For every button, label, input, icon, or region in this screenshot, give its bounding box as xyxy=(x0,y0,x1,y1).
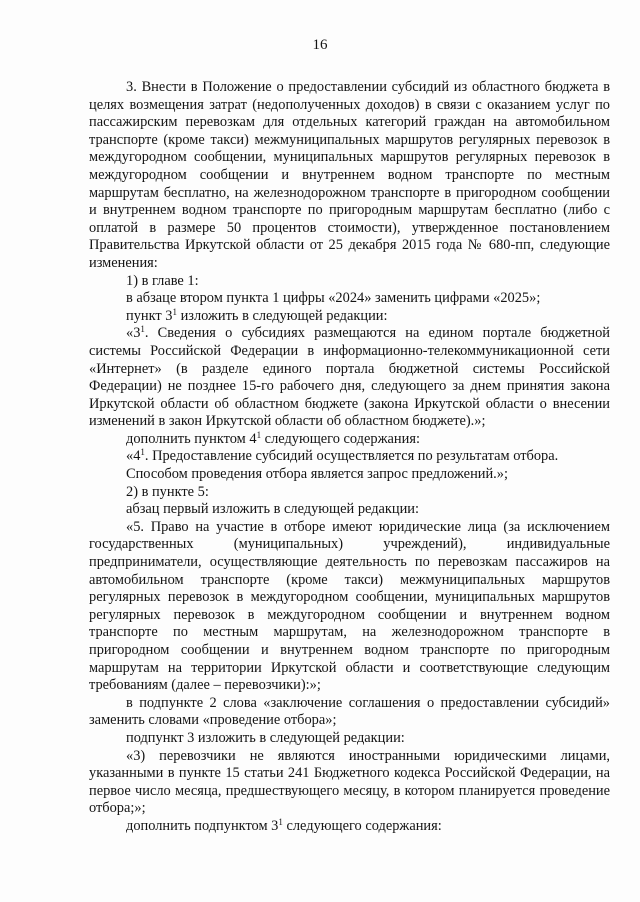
paragraph-point-5: 2) в пункте 5: xyxy=(126,483,209,500)
paragraph-text-pre: дополнить подпунктом 3 xyxy=(126,817,279,834)
paragraph-text-post: изложить в следующей редакции: xyxy=(176,307,388,324)
paragraph-selection-method: Способом проведения отбора является запрос предложений.»; xyxy=(126,466,508,483)
paragraph-point-4-1-heading xyxy=(89,431,610,449)
paragraph-text-post: . Сведения о субсидиях размещаются на едином портале бюджетной системы Российской Федерации в информационно-телекоммуникационной сети «Интернет» (в разделе единого портала бюджетной системы Российской Федерации) не позднее 15-го рабочего дня, следующего за днем принятия закона Иркутской области об областном бюджете (закона Иркутской области о внесении изменений в закон Иркутской области об областном бюджете).»; xyxy=(89,325,610,430)
superscript: 1 xyxy=(278,816,283,827)
page-number: 16 xyxy=(312,37,328,53)
superscript: 1 xyxy=(140,324,145,335)
paragraph-subpoint-3-heading: подпункт 3 изложить в следующей редакции: xyxy=(126,729,405,746)
paragraph-text-post: следующего содержания: xyxy=(261,430,420,447)
paragraph-subpoint-3-text: «3) перевозчики не являются иностранными юридическими лицами, указанными в пункте 15 статьи 241 Бюджетного кодекса Российской Федерации, на первое число месяца, предшествующего месяцу, в котором планируется проведение отбора;»; xyxy=(89,747,610,817)
paragraph-text-pre: «4 xyxy=(126,448,141,465)
paragraph-digits-replacement: в абзаце втором пункта 1 цифры «2024» заменить цифрами «2025»; xyxy=(126,290,541,307)
paragraph-amendment-intro: 3. Внести в Положение о предоставлении субсидий из областного бюджета в целях возмещения затрат (недополученных доходов) в связи с оказанием услуг по пассажирским перевозкам для отдельных категорий граждан на автомобильном транспорте (кроме такси) межмуниципальных маршрутов регулярных перевозок в междугородном сообщении, муниципальных маршрутов регулярных перевозок в междугородном сообщении и внутреннем водном транспорте по местным маршрутам бесплатно, на железнодорожном транспорте в пригородном сообщении и внутреннем водном транспорте по пригородным маршрутам бесплатно (либо с оплатой в размере 50 процентов стоимости), утвержденное постановлением Правительства Иркутской области от 25 декабря 2015 года № 680-пп, следующие изменения: xyxy=(89,79,610,271)
paragraph-text-pre: дополнить пунктом 4 xyxy=(126,430,257,447)
superscript: 1 xyxy=(256,429,262,440)
paragraph-first-abzac: абзац первый изложить в следующей редакции: xyxy=(126,501,420,518)
paragraph-chapter-1: 1) в главе 1: xyxy=(126,272,199,289)
document-body xyxy=(89,79,610,836)
paragraph-point-5-text: «5. Право на участие в отборе имеют юридические лица (за исключением государственных (муниципальных) учреждений), индивидуальные предприниматели, осуществляющие деятельность по перевозкам пассажиров на автомобильном транспорте (кроме такси) межмуниципальных маршрутов регулярных перевозок в междугородном сообщении, муниципальных маршрутов регулярных перевозок в междугородном сообщении и внутреннем водном транспорте по местным маршрутам, на железнодорожном транспорте в пригородном сообщении и внутреннем водном транспорте по пригородным маршрутам на территории Иркутской области и соответствующие следующим требованиям (далее – перевозчики):»; xyxy=(89,518,610,694)
paragraph-text-pre: «3 xyxy=(126,325,141,342)
paragraph-point-3-1-text xyxy=(89,325,610,431)
paragraph-text-post: следующего содержания: xyxy=(282,817,442,834)
paragraph-text-pre: пункт 3 xyxy=(126,307,173,324)
paragraph-text-post: . Предоставление субсидий осуществляется по результатам отбора. xyxy=(144,448,559,465)
paragraph-point-3-1-heading xyxy=(89,308,610,326)
paragraph-point-4-1-text xyxy=(89,448,610,466)
superscript: 1 xyxy=(172,306,177,317)
superscript: 1 xyxy=(140,447,145,458)
paragraph-subpoint-3-1-heading xyxy=(89,818,610,836)
paragraph-subpoint-2: в подпункте 2 слова «заключение соглашения о предоставлении субсидий» заменить словами «проведение отбора»; xyxy=(89,694,610,729)
